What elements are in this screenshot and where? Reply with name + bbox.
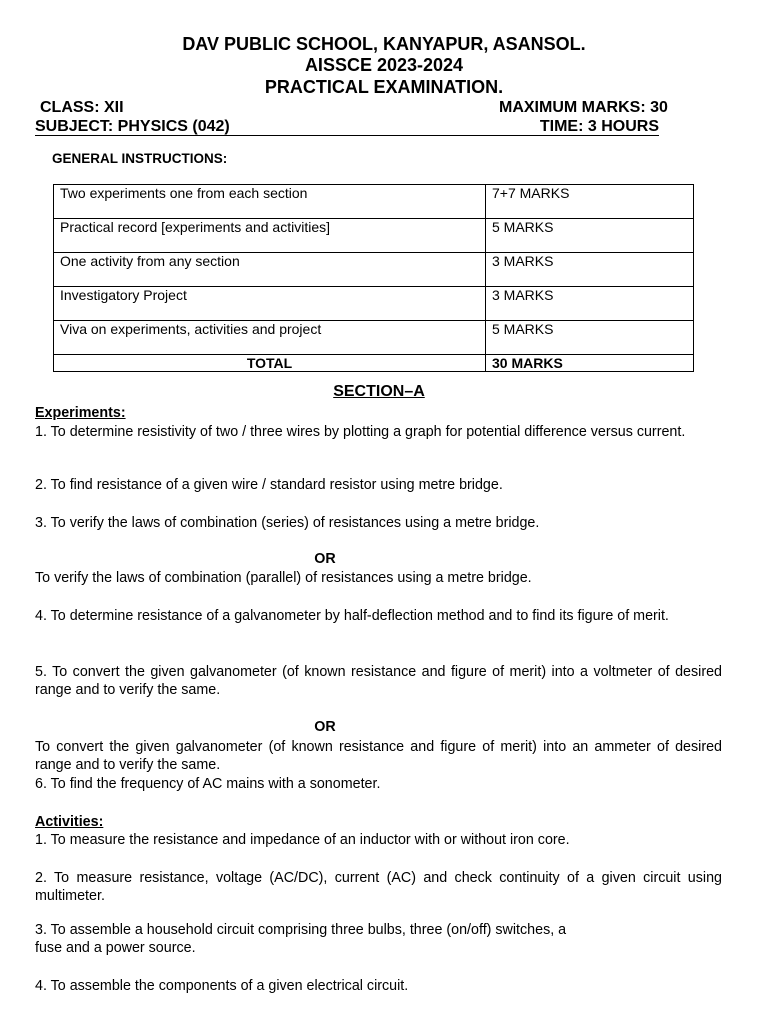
experiment-item: 5. To convert the given galvanometer (of known resistance and figure of merit) into a voltmeter of desired range and to verify the same. xyxy=(35,664,722,698)
table-row xyxy=(54,321,694,355)
subject-time-row xyxy=(35,118,659,136)
exam-title: PRACTICAL EXAMINATION. xyxy=(264,77,504,97)
class-label: CLASS: XII xyxy=(40,99,124,116)
activity-item: 4. To assemble the components of a given electrical circuit. xyxy=(35,978,409,994)
table-cell-item: Investigatory Project xyxy=(54,287,486,321)
table-row xyxy=(54,219,694,253)
activity-item-continuation: fuse and a power source. xyxy=(35,940,196,956)
activity-item: 3. To assemble a household circuit comprising three bulbs, three (on/off) switches, a xyxy=(35,922,567,938)
experiment-item: 4. To determine resistance of a galvanometer by half-deflection method and to find its figure of merit. xyxy=(35,608,669,624)
activities-heading: Activities: xyxy=(35,814,104,830)
time-label: TIME: 3 HOURS xyxy=(539,118,659,135)
table-total-row xyxy=(54,355,694,372)
section-a-title: SECTION–A xyxy=(333,383,425,400)
table-cell-marks: 5 MARKS xyxy=(486,321,694,355)
table-row xyxy=(54,253,694,287)
total-label: TOTAL xyxy=(54,355,486,372)
total-marks: 30 MARKS xyxy=(486,355,694,372)
table-cell-marks: 3 MARKS xyxy=(486,287,694,321)
marks-table xyxy=(53,184,694,372)
experiments-heading: Experiments: xyxy=(35,405,126,421)
experiment-item: 3. To verify the laws of combination (series) of resistances using a metre bridge. xyxy=(35,515,540,531)
max-marks-label: MAXIMUM MARKS: 30 xyxy=(499,99,668,116)
table-cell-item: Viva on experiments, activities and project xyxy=(54,321,486,355)
experiment-item: To verify the laws of combination (parallel) of resistances using a metre bridge. xyxy=(35,570,532,586)
experiment-item: 1. To determine resistivity of two / three wires by plotting a graph for potential difference versus current. xyxy=(35,424,686,440)
subject-label: SUBJECT: PHYSICS (042) xyxy=(35,118,230,135)
school-name: DAV PUBLIC SCHOOL, KANYAPUR, ASANSOL. xyxy=(182,34,586,54)
table-cell-marks: 3 MARKS xyxy=(486,253,694,287)
general-instructions-title: GENERAL INSTRUCTIONS: xyxy=(52,151,228,166)
experiment-item: To convert the given galvanometer (of known resistance and figure of merit) into an ammeter of desired range and to verify the same. xyxy=(35,739,722,773)
activity-item: 2. To measure resistance, voltage (AC/DC), current (AC) and check continuity of a given circuit using multimeter. xyxy=(35,870,722,904)
table-row xyxy=(54,185,694,219)
table-cell-marks: 7+7 MARKS xyxy=(486,185,694,219)
exam-session: AISSCE 2023-2024 xyxy=(304,55,464,75)
table-row xyxy=(54,287,694,321)
table-cell-item: One activity from any section xyxy=(54,253,486,287)
or-label: OR xyxy=(314,551,336,567)
table-cell-item: Practical record [experiments and activities] xyxy=(54,219,486,253)
or-label: OR xyxy=(314,719,336,735)
table-cell-item: Two experiments one from each section xyxy=(54,185,486,219)
table-cell-marks: 5 MARKS xyxy=(486,219,694,253)
activity-item: 1. To measure the resistance and impedance of an inductor with or without iron core. xyxy=(35,832,570,848)
experiment-item: 2. To find resistance of a given wire / standard resistor using metre bridge. xyxy=(35,477,503,493)
experiment-item: 6. To find the frequency of AC mains with a sonometer. xyxy=(35,776,381,792)
